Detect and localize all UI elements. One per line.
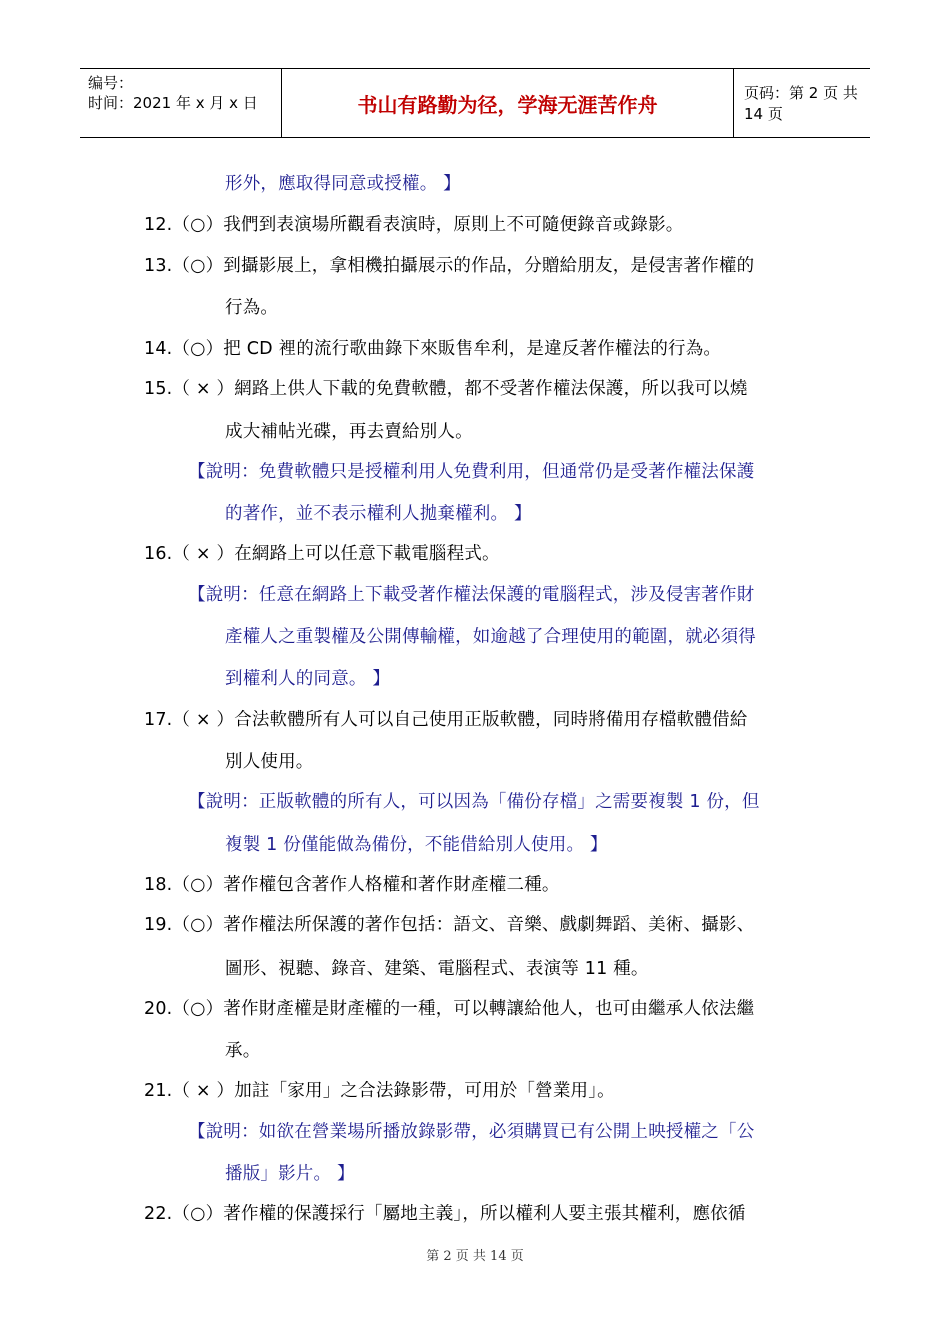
header-page-info: 页码：第 2 页 共 14 页 [744, 84, 858, 123]
text-line: 12.（○）我們到表演場所觀看表演時，原則上不可隨便錄音或錄影。 [144, 215, 684, 235]
text-line: 13.（○）到攝影展上，拿相機拍攝展示的作品，分贈給朋友，是侵害著作權的 [144, 256, 755, 276]
text-line: 成大補帖光碟，再去賣給別人。 [225, 422, 473, 442]
text-line: 形外，應取得同意或授權。 】 [225, 174, 461, 194]
text-line: 複製 1 份僅能做為備份，不能借給別人使用。 】 [225, 835, 608, 855]
text-line: 【說明：任意在網路上下載受著作權法保護的電腦程式，涉及侵害著作財 [188, 585, 755, 605]
text-line: 17.（ × ）合法軟體所有人可以自己使用正版軟體，同時將備用存檔軟體借給 [144, 710, 748, 730]
text-line: 的著作，並不表示權利人拋棄權利。 】 [225, 504, 532, 524]
text-line: 22.（○）著作權的保護採行「屬地主義」，所以權利人要主張其權利，應依循 [144, 1204, 746, 1224]
text-line: 圖形、視聽、錄音、建築、電腦程式、表演等 11 種。 [225, 959, 649, 979]
page-header [80, 68, 870, 138]
time-label: 时间：2021 年 x 月 x 日 [88, 94, 258, 112]
text-line: 14.（○）把 CD 裡的流行歌曲錄下來販售牟利，是違反著作權法的行為。 [144, 339, 722, 359]
text-line: 20.（○）著作財產權是財產權的一種，可以轉讓給他人，也可由繼承人依法繼 [144, 999, 755, 1019]
text-line: 15.（ × ）網路上供人下載的免費軟體，都不受著作權法保護，所以我可以燒 [144, 379, 748, 399]
text-line: 到權利人的同意。 】 [225, 669, 391, 689]
text-line: 21.（ × ）加註「家用」之合法錄影帶，可用於「營業用」。 [144, 1081, 615, 1101]
number-label: 编号： [88, 74, 134, 92]
text-line: 承。 [225, 1041, 261, 1061]
text-line: 行為。 [225, 298, 279, 318]
text-line: 【說明：正版軟體的所有人，可以因為「備份存檔」之需要複製 1 份，但 [188, 792, 760, 812]
text-line: 別人使用。 [225, 752, 314, 772]
text-line: 播版」影片。 】 [225, 1164, 355, 1184]
text-line: 16.（ × ）在網路上可以任意下載電腦程式。 [144, 544, 500, 564]
page-footer: 第 2 页 共 14 页 [426, 1249, 524, 1264]
text-line: 19.（○）著作權法所保護的著作包括：語文、音樂、戲劇舞蹈、美術、攝影、 [144, 915, 755, 935]
header-motto: 书山有路勤为径，学海无涯苦作舟 [282, 69, 734, 137]
text-line: 產權人之重製權及公開傳輸權，如逾越了合理使用的範圍，就必須得 [225, 627, 756, 647]
text-line: 18.（○）著作權包含著作人格權和著作財產權二種。 [144, 875, 560, 895]
text-line: 【說明：免費軟體只是授權利用人免費利用，但通常仍是受著作權法保護 [188, 462, 755, 482]
header-meta [80, 69, 282, 137]
text-line: 【說明：如欲在營業場所播放錄影帶，必須購買已有公開上映授權之「公 [188, 1122, 755, 1142]
